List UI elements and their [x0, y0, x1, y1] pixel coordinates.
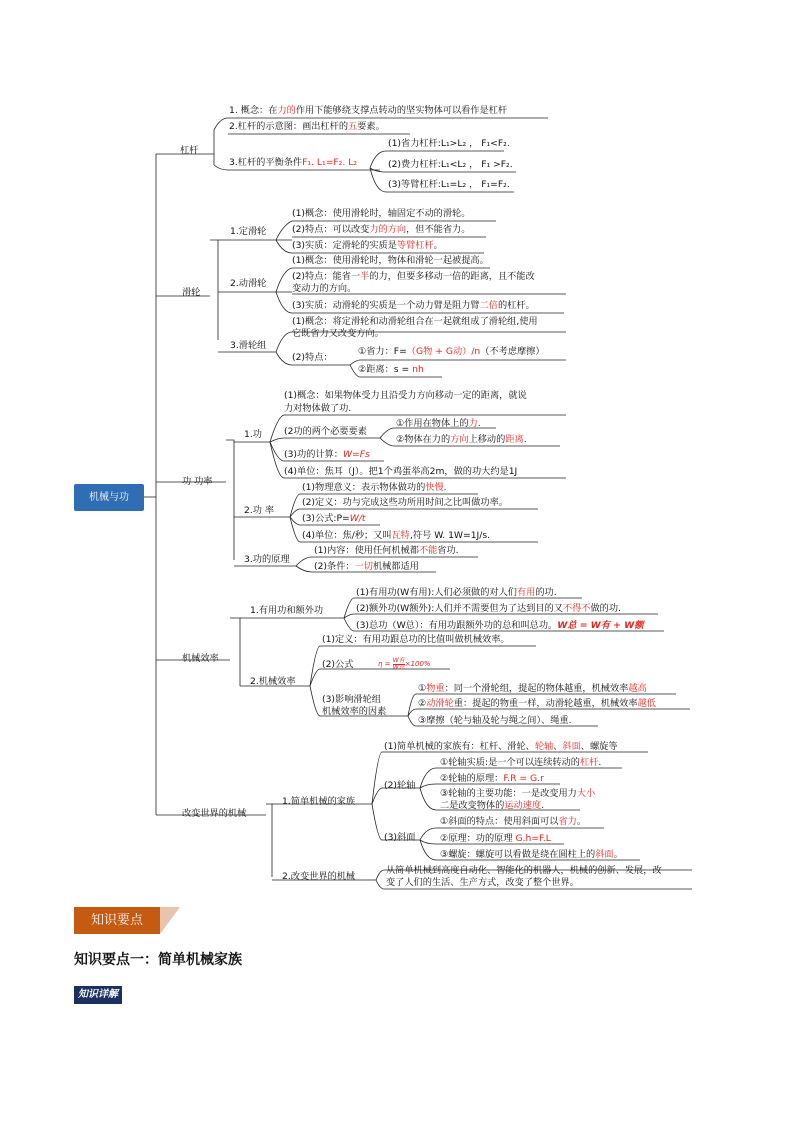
- lever-node: 杠杆: [180, 145, 199, 156]
- root-node: 机械与功: [74, 484, 144, 511]
- lever-type-3: (3)等臂杠杆:L₁=L₂ ， F₁=F₂.: [388, 179, 510, 190]
- movable-pulley-feature-2: 变动力的方向。: [292, 283, 357, 294]
- simple-machine-members: (1)简单机械的家族有：杠杆、滑轮、轮轴、斜面、螺旋等: [384, 741, 618, 752]
- section-banner-tail: [160, 907, 180, 934]
- pulley-block-concept-2: 它既省力又改变方向。: [292, 328, 384, 339]
- work-formula: (3)功的计算：W=Fs: [284, 449, 370, 460]
- power-formula: (3)公式:P=W/t: [302, 513, 366, 524]
- useful-extra-work-node: 1.有用功和额外功: [250, 605, 324, 616]
- efficiency-node: 机械效率: [182, 653, 219, 664]
- wheel-axle-function: ③轮轴的主要功能：一是改变用力大小: [440, 788, 596, 799]
- power-node: 2.功 率: [244, 505, 275, 516]
- movable-pulley-concept: (1)概念：使用滑轮时，物体和滑轮一起被提高。: [292, 255, 489, 266]
- world-machines-node: 改变世界的机械: [182, 808, 247, 819]
- factor-friction: ③摩擦（轮与轴及轮与绳之间）、绳重.: [418, 715, 572, 726]
- pulley-block-feature: (2)特点：: [292, 352, 333, 363]
- simple-machine-family-node: 1.简单机械的家族: [282, 796, 356, 807]
- work-node: 1.功: [244, 429, 262, 440]
- power-definition: (2)定义：功与完成这些功所用时间之比叫做功率。: [302, 497, 508, 508]
- wheel-axle-essence: ①轮轴实质:是一个可以连续转动的杠杆.: [440, 757, 602, 768]
- work-principle-node: 3.功的原理: [244, 554, 290, 565]
- lever-type-2: (2)费力杠杆:L₁<L₂ ， F₁ >F₂.: [388, 159, 513, 170]
- work-principle-content: (1)内容：使用任何机械都不能省功.: [314, 545, 459, 556]
- knowledge-detail-badge: 知识详解: [74, 986, 122, 1004]
- wheel-axle-node: (2)轮轴: [384, 780, 416, 791]
- pulley-block-concept: (1)概念：将定滑轮和动滑轮组合在一起就组成了滑轮组,使用: [292, 316, 538, 327]
- lever-concept: 1. 概念：在力的作用下能够绕支撑点转动的坚实物体可以看作是杠杆: [229, 105, 508, 116]
- world-changing-text: 从简单机械到高度自动化、智能化的机器人，机械的创新、发展，改: [386, 865, 662, 876]
- work-power-node: 功 功率: [182, 476, 213, 487]
- work-principle-condition: (2)条件：一切机械都适用: [314, 561, 419, 572]
- lever-type-1: (1)省力杠杆:L₁>L₂ ， F₁<F₂.: [388, 138, 510, 149]
- useful-work: (1)有用功(W有用):人们必须做的对人们有用的功.: [356, 587, 557, 598]
- work-concept: (1)概念：如果物体受力且沿受力方向移动一定的距离，就说: [284, 390, 527, 401]
- efficiency-formula: η = $\frac{\text{W有}}{\text{W总}}$ ×100%: [378, 656, 431, 671]
- pulley-block-node: 3.滑轮组: [230, 340, 267, 351]
- work-factors: (2功的两个必要要素: [284, 426, 367, 437]
- lever-diagram: 2.杠杆的示意图：画出杠杆的五要素。: [229, 121, 385, 132]
- factor-movable-pulley: ②动滑轮重：提起的物重一样，动滑轮越重，机械效率越低: [418, 698, 656, 709]
- power-meaning: (1)物理意义：表示物体做功的快慢.: [302, 482, 447, 493]
- work-concept-2: 力对物体做了功.: [284, 403, 352, 414]
- pulley-node: 滑轮: [182, 287, 201, 298]
- movable-pulley-feature: (2)特点：能省一半的力，但要多移动一倍的距离，且不能改: [292, 271, 535, 282]
- fixed-pulley-essence: (3)实质：定滑轮的实质是等臂杠杆。: [292, 240, 443, 251]
- efficiency-formula-label: (2)公式: [322, 659, 354, 670]
- pulley-block-force: ①省力：F=（G物 + G动）/n（不考虑摩擦）: [358, 346, 545, 357]
- work-factor-force: ①作用在物体上的力.: [396, 418, 481, 429]
- efficiency-definition: (1)定义：有用功跟总功的比值叫做机械效率。: [322, 634, 510, 645]
- total-work: (3)总功（W总）：有用功跟额外功的总和叫总功。W总 = W有 + W额: [356, 620, 644, 631]
- extra-work: (2)额外功(W额外):人们并不需要但为了达到目的又不得不做的功.: [356, 603, 621, 614]
- efficiency-factors-2: 机械效率的因素: [322, 706, 387, 717]
- world-changing-node: 2.改变世界的机械: [282, 871, 356, 882]
- wheel-axle-principle: ②轮轴的原理：F.R = G.r: [440, 773, 544, 784]
- section-heading: 知识要点一：简单机械家族: [74, 952, 242, 968]
- pulley-block-distance: ②距离：s = nh: [358, 364, 424, 375]
- incline-node: (3)斜面: [384, 832, 416, 843]
- section-banner: 知识要点: [74, 907, 160, 934]
- movable-pulley-essence: (3)实质：动滑轮的实质是一个动力臂是阻力臂二倍的杠杆。: [292, 300, 535, 311]
- incline-principle: ②原理：功的原理 G.h=F.L: [440, 833, 551, 844]
- fixed-pulley-feature: (2)特点：可以改变力的方向，但不能省力。: [292, 224, 471, 235]
- movable-pulley-node: 2.动滑轮: [230, 278, 267, 289]
- work-unit: (4)单位：焦耳（J）。把1个鸡蛋举高2m，做的功大约是1J: [284, 466, 518, 477]
- world-changing-text-2: 变了人们的生活、生产方式，改变了整个世界。: [386, 877, 579, 888]
- power-unit: (4)单位：焦/秒；又叫瓦特,符号 W. 1W=1J/s.: [302, 530, 491, 541]
- fixed-pulley-node: 1.定滑轮: [230, 226, 267, 237]
- efficiency-factors: (3)影响滑轮组: [322, 694, 381, 705]
- work-factor-distance: ②物体在力的方向上移动的距离.: [396, 434, 527, 445]
- incline-feature: ①斜面的特点：使用斜面可以省力。: [440, 816, 587, 827]
- efficiency-sub-node: 2.机械效率: [250, 676, 296, 687]
- factor-weight: ①物重：同一个滑轮组，提起的物体越重，机械效率越高: [418, 683, 647, 694]
- fixed-pulley-concept: (1)概念：使用滑轮时，轴固定不动的滑轮。: [292, 208, 471, 219]
- screw: ③螺旋：螺旋可以看做是绕在圆柱上的斜面。: [440, 849, 623, 860]
- wheel-axle-function-2: 二是改变物体的运动速度.: [440, 800, 544, 811]
- lever-balance: 3.杠杆的平衡条件F₁. L₁=F₂. L₂: [229, 157, 357, 168]
